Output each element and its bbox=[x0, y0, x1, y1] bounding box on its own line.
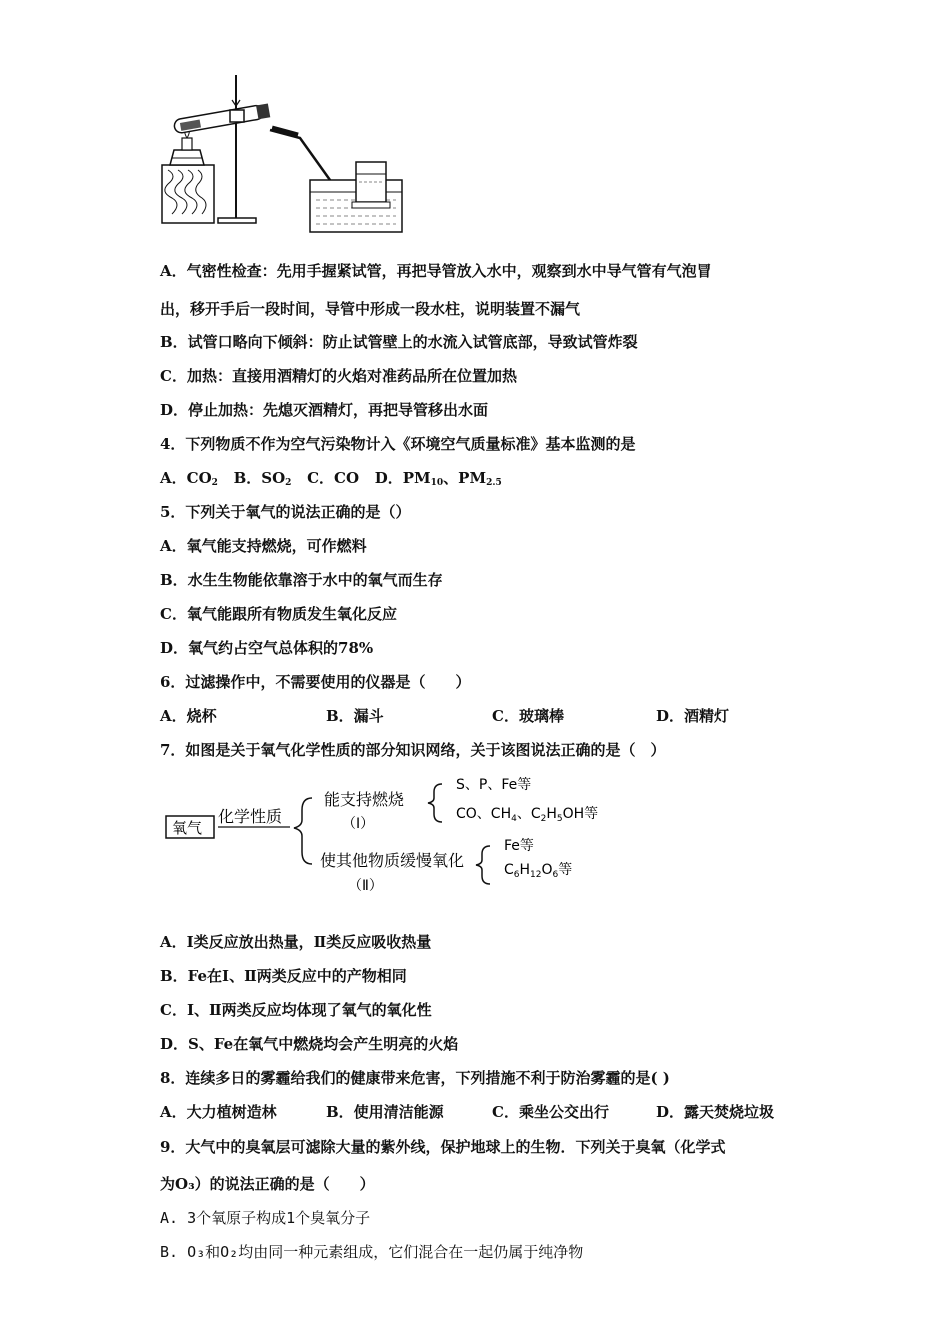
q8-option-c: C．乘坐公交出行 bbox=[492, 1103, 609, 1121]
q9-stem-line1: 9．大气中的臭氧层可滤除大量的紫外线，保护地球上的生物．下列关于臭氧（化学式 bbox=[160, 1138, 726, 1156]
q6-stem: 6．过滤操作中，不需要使用的仪器是（ ） bbox=[160, 673, 471, 691]
q9-option-b: B. O₃和O₂均由同一种元素组成，它们混合在一起仍属于纯净物 bbox=[160, 1243, 584, 1261]
diagram-cat2-example1: Fe等 bbox=[504, 838, 534, 854]
q8-stem: 8．连续多日的雾霾给我们的健康带来危害，下列措施不利于防治雾霾的是( ) bbox=[160, 1069, 670, 1087]
diagram-cat2-num: （Ⅱ） bbox=[348, 878, 383, 894]
q3-option-d: D．停止加热：先熄灭酒精灯，再把导管移出水面 bbox=[160, 401, 489, 419]
q4-options bbox=[160, 468, 502, 493]
q7-option-a: A．Ⅰ类反应放出热量，Ⅱ类反应吸收热量 bbox=[160, 933, 432, 951]
q8-option-b: B．使用清洁能源 bbox=[326, 1103, 444, 1121]
q3-option-a-line2: 出，移开手后一段时间，导管中形成一段水柱，说明装置不漏气 bbox=[160, 300, 581, 318]
diagram-branch-label: 化学性质 bbox=[218, 807, 283, 826]
q8-option-d: D．露天焚烧垃圾 bbox=[656, 1103, 775, 1121]
q5-stem: 5．下列关于氧气的说法正确的是（） bbox=[160, 503, 411, 521]
oxygen-knowledge-diagram bbox=[160, 770, 640, 900]
q4-option-d: D．$PM_{10}$、$PM_{2.5}$ bbox=[374, 469, 502, 488]
q4-option-c: C．CO bbox=[307, 469, 360, 487]
diagram-main-brace bbox=[294, 798, 312, 864]
q6-option-d: D．酒精灯 bbox=[656, 707, 730, 725]
q7-stem: 7．如图是关于氧气化学性质的部分知识网络，关于该图说法正确的是（ ） bbox=[160, 741, 666, 759]
diagram-root-label: 氧气 bbox=[172, 819, 203, 837]
q4-option-a: A．$CO_2$ bbox=[160, 469, 218, 488]
diagram-cat1-label: 能支持燃烧 bbox=[324, 790, 405, 809]
diagram-cat1-num: （Ⅰ） bbox=[342, 816, 375, 832]
q6-option-c: C．玻璃棒 bbox=[492, 707, 564, 725]
q8-option-a: A．大力植树造林 bbox=[160, 1103, 277, 1121]
q4-option-b: B．$SO_2$ bbox=[233, 469, 292, 488]
q3-option-a-line1: A．气密性检查：先用手握紧试管，再把导管放入水中，观察到水中导气管有气泡冒 bbox=[160, 262, 712, 280]
q5-option-b: B．水生生物能依靠溶于水中的氧气而生存 bbox=[160, 571, 443, 589]
q4-stem: 4．下列物质不作为空气污染物计入《环境空气质量标准》基本监测的是 bbox=[160, 435, 636, 453]
q7-option-d: D．S、Fe在氧气中燃烧均会产生明亮的火焰 bbox=[160, 1035, 459, 1053]
q9-option-a: A. 3个氧原子构成1个臭氧分子 bbox=[160, 1209, 371, 1227]
diagram-cat1-example2: CO、$CH_4$、$C_2H_5OH$等 bbox=[456, 806, 599, 824]
q3-option-c: C．加热：直接用酒精灯的火焰对准药品所在位置加热 bbox=[160, 367, 517, 385]
q7-option-c: C．Ⅰ、Ⅱ两类反应均体现了氧气的氧化性 bbox=[160, 1001, 432, 1019]
diagram-cat2-example2: $C_6H_{12}O_6$等 bbox=[504, 862, 573, 880]
q5-option-a: A．氧气能支持燃烧，可作燃料 bbox=[160, 537, 367, 555]
q6-option-b: B．漏斗 bbox=[326, 707, 384, 725]
lab-apparatus-figure bbox=[160, 70, 420, 240]
diagram-cat2-label: 使其他物质缓慢氧化 bbox=[320, 851, 465, 870]
q9-stem-line2: 为O₃）的说法正确的是（ ） bbox=[160, 1175, 375, 1193]
q5-option-c: C．氧气能跟所有物质发生氧化反应 bbox=[160, 605, 397, 623]
q5-option-d: D．氧气约占空气总体积的78% bbox=[160, 639, 374, 657]
q3-option-b: B．试管口略向下倾斜：防止试管壁上的水流入试管底部，导致试管炸裂 bbox=[160, 333, 638, 351]
q6-option-a: A．烧杯 bbox=[160, 707, 217, 725]
diagram-cat1-example1: S、P、Fe等 bbox=[456, 777, 532, 793]
q7-option-b: B．Fe在Ⅰ、Ⅱ两类反应中的产物相同 bbox=[160, 967, 407, 985]
